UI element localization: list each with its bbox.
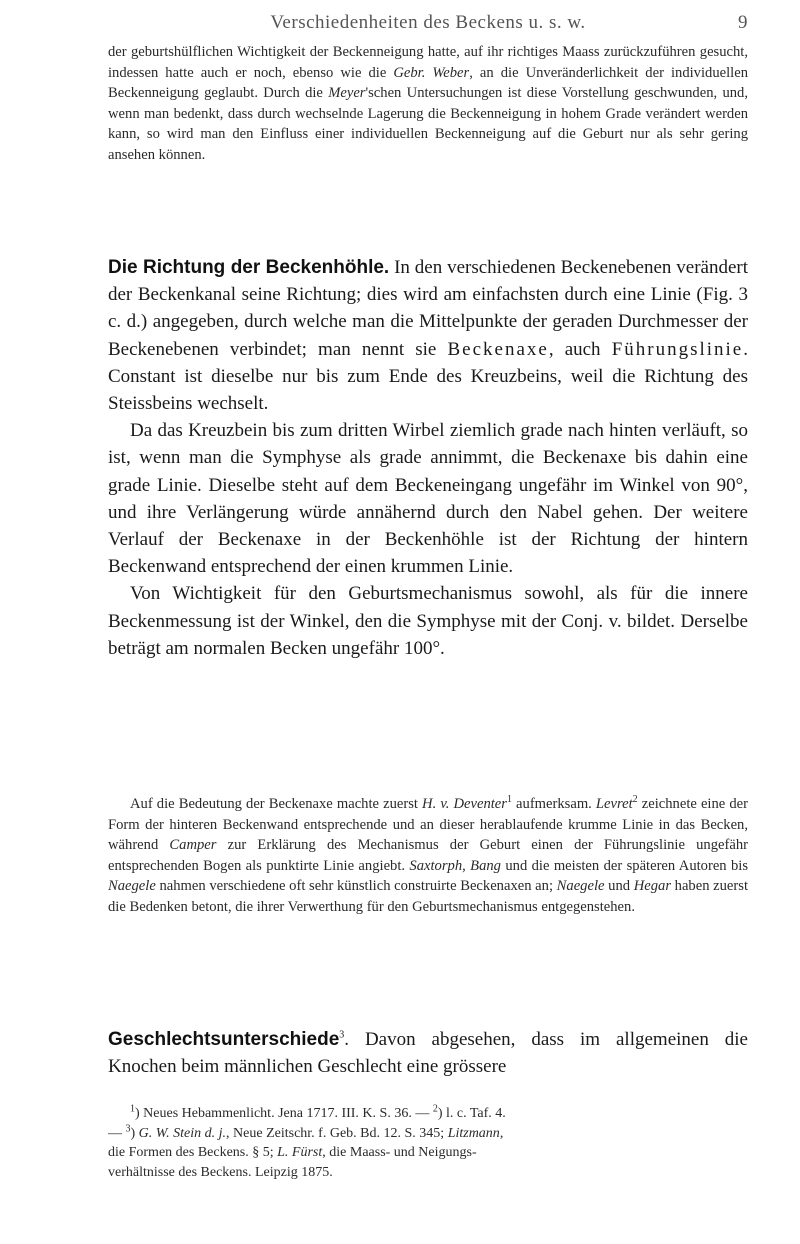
- note-text: zeichnete eine der Form der hinteren Beckenwand entsprechende und an dieser herablaufende krumme Linie in das Becken, während: [108, 796, 748, 854]
- author-name: H. v. Deventer: [422, 796, 507, 812]
- footnote-ref: 1: [506, 794, 512, 806]
- section-text-1b: , auch: [548, 338, 612, 360]
- footnote-text: ) Neues Hebammenlicht. Jena 1717. III. K. S. 36. —: [135, 1106, 433, 1121]
- footnote-text: , Neue Zeitschr. f. Geb. Bd. 12. S. 345;: [226, 1125, 448, 1141]
- footnote-line: [108, 1143, 748, 1163]
- author-name: Bang: [470, 857, 501, 874]
- section-beckenhoehle: [108, 254, 748, 662]
- note-text: Auf die Bedeutung der Beckenaxe machte zuerst: [130, 796, 423, 812]
- note-text: nahmen verschiedene oft sehr künstlich construirte Beckenaxen an;: [155, 878, 557, 895]
- footnote-line: verhältnisse des Beckens. Leipzig 1875.: [108, 1164, 333, 1180]
- author-name: Camper: [169, 837, 217, 854]
- section-geschlechtsunterschiede: [108, 1026, 748, 1080]
- note-text: zur Erklärung des Mechanismus der Geburt einen der Führungslinie ungefähr entsprechenden Bogen als punktirte Linie angiebt.: [108, 837, 748, 874]
- note-text: haben zuerst die Bedenken betont, die ihrer Verwerthung für den Geburtsmechanismus entgegenstehen.: [108, 878, 748, 915]
- intro-paragraph: [108, 42, 748, 166]
- author-name: Saxtorph: [409, 857, 463, 874]
- intro-text-3: 'schen Untersuchungen ist diese Vorstellung geschwunden, und, wenn man bedenkt, dass durch wechselnde Lagerung die Beckenneigung in hohem Grade verändert werden kann, so wird man den Einfluss einer individuellen Beckenneigung auf die Geburt nur als sehr gering ansehen können.: [108, 85, 749, 163]
- footnote-text: ) l. c. Taf. 4.: [437, 1106, 506, 1121]
- section-text-1c: . Constant ist dieselbe nur bis zum Ende des Kreuzbeins, weil die Richtung des Steissbeins wechselt.: [108, 338, 748, 415]
- paragraph-kreuzbein: Da das Kreuzbein bis zum dritten Wirbel ziemlich grade nach hinten verläuft, so ist, wenn man die Symphyse als grade annimmt, die Beckenaxe bis dahin eine grade Linie. Dieselbe steht auf dem Beckeneingang ungefähr im Winkel von 90°, und ihre Verlängerung würde annähernd durch den Nabel gehen. Der weitere Verlauf der Beckenaxe in der Beckenhöhle ist der Richtung der hintern Beckenwand entsprechend der einen krummen Linie.: [108, 420, 748, 578]
- footnote-ref: 3: [339, 1029, 345, 1041]
- footnote-ref: 2: [632, 794, 638, 806]
- footnote-text: ): [130, 1125, 139, 1141]
- author-name: Hegar: [633, 878, 671, 895]
- author-name: G. W. Stein d. j.: [138, 1125, 227, 1141]
- intro-text-2: , an die Unveränderlichkeit der individuellen Beckenneigung geglaubt. Durch die: [108, 64, 748, 102]
- footnote-line: [108, 1124, 748, 1144]
- footnotes: [108, 1104, 748, 1182]
- author-name: L. Fürst: [277, 1145, 323, 1160]
- paragraph-symphyse: Von Wichtigkeit für den Geburtsmechanismus sowohl, als für die innere Beckenmessung ist der Winkel, den die Symphyse mit der Conj. v. bildet. Derselbe beträgt am normalen Becken ungefähr 100°.: [108, 583, 748, 659]
- section-heading: Die Richtung der Beckenhöhle.: [108, 257, 390, 278]
- section-text-1a: In den verschiedenen Beckenebenen verändert der Beckenkanal seine Richtung; dies wird am einfachsten durch eine Linie (Fig. 3 c. d.) angegeben, durch welche man die Mittelpunkte der geraden Durchmesser der Beckenebenen verbindet; man nennt sie: [108, 257, 748, 360]
- footnote-text: ,: [499, 1125, 504, 1141]
- author-name: Levret: [595, 796, 633, 812]
- author-name: Naegele: [108, 878, 156, 895]
- author-name: Gebr. Weber: [393, 64, 470, 81]
- note-text: und: [604, 878, 634, 895]
- footnote-number: 3: [125, 1122, 131, 1134]
- footnote-text: , die Maass- und Neigungs-: [322, 1145, 477, 1160]
- footnote-number: 2: [432, 1103, 438, 1115]
- footnote-text: die Formen des Beckens. § 5;: [108, 1145, 278, 1160]
- history-note: [108, 794, 748, 918]
- running-title: Verschiedenheiten des Beckens u. s. w.: [270, 12, 586, 33]
- note-text: aufmerksam.: [511, 796, 596, 812]
- section-text: . Davon abgesehen, dass im allgemeinen die Knochen beim männlichen Geschlecht eine grössere: [108, 1029, 748, 1078]
- intro-text-1: der geburtshülflichen Wichtigkeit der Beckenneigung hatte, auf ihr richtiges Maass zurückzuführen gesucht, indessen hatte auch er noch, ebenso wie die: [108, 44, 748, 81]
- author-name: Meyer: [328, 85, 366, 102]
- note-text: ,: [462, 857, 471, 874]
- note-text: und die meisten der späteren Autoren bis: [500, 857, 749, 874]
- author-name: Litzmann: [447, 1125, 500, 1141]
- page-header: [108, 12, 748, 40]
- footnote-line: [108, 1104, 748, 1124]
- footnote-number: 1: [130, 1103, 135, 1115]
- section-heading: Geschlechtsunterschiede: [108, 1029, 340, 1050]
- author-name: Naegele: [556, 878, 605, 895]
- term-beckenaxe: Beckenaxe: [447, 338, 549, 360]
- term-fuehrungslinie: Führungslinie: [611, 338, 744, 360]
- page-number: 9: [738, 12, 748, 33]
- footnote-text: —: [108, 1125, 126, 1141]
